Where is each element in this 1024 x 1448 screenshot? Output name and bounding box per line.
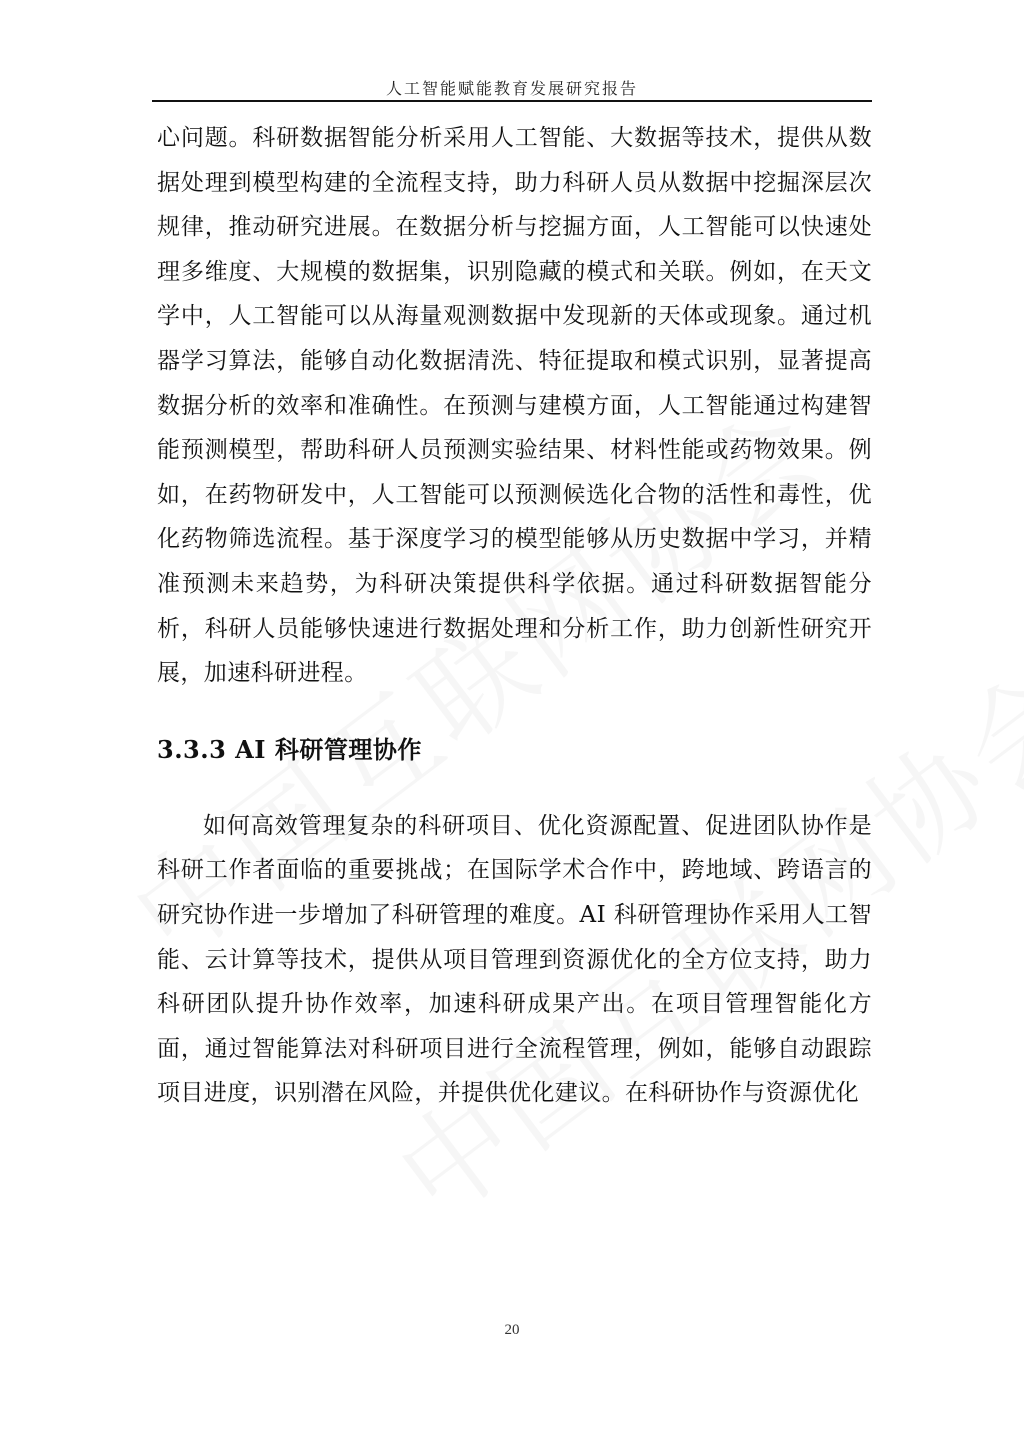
header-divider	[152, 100, 872, 102]
page-header	[152, 68, 872, 102]
page-number: 20	[504, 1322, 520, 1338]
section-heading: 3.3.3 AI 科研管理协作	[157, 734, 422, 764]
document-body	[157, 116, 872, 1116]
body-paragraph: 心问题。科研数据智能分析采用人工智能、大数据等技术，提供从数据处理到模型构建的全流程支持，助力科研人员从数据中挖掘深层次规律，推动研究进展。在数据分析与挖掘方面，人工智能可以快速处理多维度、大规模的数据集，识别隐藏的模式和关联。例如，在天文学中，人工智能可以从海量观测数据中发现新的天体或现象。通过机器学习算法，能够自动化数据清洗、特征提取和模式识别，显著提高数据分析的效率和准确性。在预测与建模方面，人工智能通过构建智能预测模型，帮助科研人员预测实验结果、材料性能或药物效果。例如，在药物研发中，人工智能可以预测候选化合物的活性和毒性，优化药物筛选流程。基于深度学习的模型能够从历史数据中学习，并精准预测未来趋势，为科研决策提供科学依据。通过科研数据智能分析，科研人员能够快速进行数据处理和分析工作，助力创新性研究开展，加速科研进程。	[157, 125, 872, 687]
body-paragraph: 如何高效管理复杂的科研项目、优化资源配置、促进团队协作是科研工作者面临的重要挑战；在国际学术合作中，跨地域、跨语言的研究协作进一步增加了科研管理的难度。AI 科研管理协作采用人工智能、云计算等技术，提供从项目管理到资源优化的全方位支持，助力科研团队提升协作效率，加速科研成果产出。在项目管理智能化方面，通过智能算法对科研项目进行全流程管理，例如，能够自动跟踪项目进度，识别潜在风险，并提供优化建议。在科研协作与资源优化	[157, 812, 872, 1107]
report-title: 人工智能赋能教育发展研究报告	[385, 79, 638, 98]
